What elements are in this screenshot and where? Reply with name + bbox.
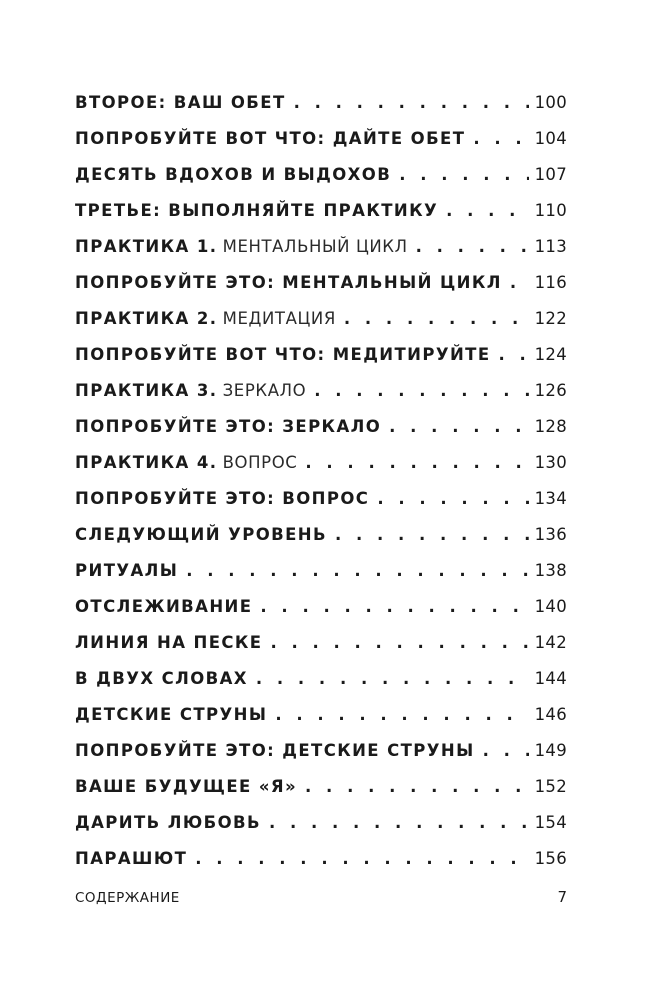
toc-entry-page: 104 [534,129,567,148]
toc-entry-title [75,486,369,512]
toc-entry[interactable] [75,126,567,162]
dot-leader [335,522,529,548]
toc-entry-title [75,846,187,872]
toc-entry-page: 130 [534,453,567,472]
toc-entry-page: 126 [534,381,567,400]
dot-leader [305,450,528,476]
toc-entry[interactable] [75,558,567,594]
toc-entry[interactable] [75,306,567,342]
toc-entry-page: 134 [534,489,567,508]
toc-entry-title [75,702,267,728]
toc-entry-subtitle: ВОПРОС [222,453,298,472]
toc-entry-title [75,90,286,116]
toc-entry-page: 142 [534,633,567,652]
toc-entry-heading: ДЕТСКИЕ СТРУНЫ [75,705,268,724]
dot-leader [256,666,529,692]
toc-entry-heading: ЛИНИЯ НА ПЕСКЕ [75,633,263,652]
toc-entry[interactable] [75,810,567,846]
toc-entry-title [75,558,178,584]
toc-entry-heading: ВАШЕ БУДУЩЕЕ «Я» [75,777,298,796]
toc-entry-heading: ВТОРОЕ: ВАШ ОБЕТ [75,93,286,112]
toc-entry-page: 128 [534,417,567,436]
toc-entry-subtitle: МЕНТАЛЬНЫЙ ЦИКЛ [222,237,408,256]
toc-entry-title [75,126,465,152]
toc-entry-page: 122 [534,309,567,328]
toc-entry[interactable] [75,162,567,198]
toc-entry-heading: ПОПРОБУЙТЕ ЭТО: МЕНТАЛЬНЫЙ ЦИКЛ [75,273,502,292]
dot-leader [260,594,528,620]
toc-entry-heading: ОТСЛЕЖИВАНИЕ [75,597,253,616]
toc-entry[interactable] [75,774,567,810]
toc-entry[interactable] [75,198,567,234]
toc-entry-title [75,378,306,404]
toc-entry-title [75,198,438,224]
toc-entry[interactable] [75,450,567,486]
dot-leader [269,810,529,836]
toc-entry-title [75,666,248,692]
toc-entry-title [75,810,261,836]
dot-leader [314,378,528,404]
toc-entry[interactable] [75,522,567,558]
toc-entry[interactable] [75,90,567,126]
toc-entry[interactable] [75,234,567,270]
toc-entry[interactable] [75,270,567,306]
toc-entry-heading: ДАРИТЬ ЛЮБОВЬ [75,813,261,832]
dot-leader [275,702,528,728]
dot-leader [294,90,529,116]
dot-leader [499,342,529,368]
toc-entry-page: 100 [534,93,567,112]
dot-leader [510,270,529,296]
dot-leader [473,126,528,152]
toc-entry-page: 136 [534,525,567,544]
dot-leader [195,846,528,872]
dot-leader [186,558,528,584]
toc-entry[interactable] [75,414,567,450]
page-footer [75,888,567,906]
toc-entry-page: 107 [534,165,567,184]
toc-entry-page: 113 [534,237,567,256]
toc-entry[interactable] [75,342,567,378]
toc-entry-heading: ПОПРОБУЙТЕ ЭТО: ДЕТСКИЕ СТРУНЫ [75,741,475,760]
toc-entry-heading: В ДВУХ СЛОВАХ [75,669,248,688]
toc-entry-page: 146 [534,705,567,724]
toc-entry-heading: ПРАКТИКА 1. [75,237,218,256]
toc-entry-heading: ТРЕТЬЕ: ВЫПОЛНЯЙТЕ ПРАКТИКУ [75,201,439,220]
toc-entry[interactable] [75,486,567,522]
toc-entry-heading: ПРАКТИКА 2. [75,309,218,328]
toc-entry[interactable] [75,630,567,666]
toc-entry-title [75,306,336,332]
toc-entry[interactable] [75,702,567,738]
table-of-contents [75,90,567,882]
toc-entry[interactable] [75,738,567,774]
toc-entry-page: 156 [534,849,567,868]
toc-entry-heading: ПОПРОБУЙТЕ ЭТО: ЗЕРКАЛО [75,417,382,436]
running-footer-title: СОДЕРЖАНИЕ [75,890,180,906]
toc-entry-title [75,270,502,296]
toc-entry-title [75,630,262,656]
toc-entry-heading: ПРАКТИКА 4. [75,453,218,472]
toc-entry-page: 144 [534,669,567,688]
toc-entry-heading: РИТУАЛЫ [75,561,179,580]
dot-leader [446,198,528,224]
toc-entry-title [75,774,297,800]
toc-entry-title [75,522,327,548]
toc-entry[interactable] [75,666,567,702]
toc-entry-heading: СЛЕДУЮЩИЙ УРОВЕНЬ [75,525,327,544]
toc-entry-page: 152 [534,777,567,796]
toc-entry-title [75,414,381,440]
toc-entry-title [75,738,475,764]
toc-entry[interactable] [75,594,567,630]
dot-leader [416,234,529,260]
toc-entry-page: 110 [534,201,567,220]
toc-entry-page: 116 [534,273,567,292]
toc-entry-heading: ДЕСЯТЬ ВДОХОВ И ВЫДОХОВ [75,165,392,184]
toc-entry-page: 149 [534,741,567,760]
dot-leader [377,486,528,512]
toc-entry[interactable] [75,846,567,882]
dot-leader [305,774,529,800]
dot-leader [399,162,528,188]
page-number: 7 [557,888,567,906]
dot-leader [389,414,528,440]
toc-entry-title [75,162,391,188]
toc-entry-page: 124 [534,345,567,364]
toc-entry-heading: ПРАКТИКА 3. [75,381,218,400]
dot-leader [270,630,528,656]
toc-entry-page: 140 [534,597,567,616]
toc-entry-page: 154 [534,813,567,832]
dot-leader [344,306,529,332]
dot-leader [483,738,529,764]
toc-entry-subtitle: ЗЕРКАЛО [222,381,307,400]
toc-entry-title [75,342,491,368]
toc-entry-title [75,594,252,620]
toc-entry-subtitle: МЕДИТАЦИЯ [222,309,336,328]
toc-entry-heading: ПАРАШЮТ [75,849,188,868]
toc-entry[interactable] [75,378,567,414]
toc-entry-heading: ПОПРОБУЙТЕ ВОТ ЧТО: ДАЙТЕ ОБЕТ [75,129,466,148]
toc-entry-title [75,450,297,476]
toc-entry-page: 138 [534,561,567,580]
toc-entry-heading: ПОПРОБУЙТЕ ЭТО: ВОПРОС [75,489,370,508]
toc-entry-title [75,234,408,260]
toc-entry-heading: ПОПРОБУЙТЕ ВОТ ЧТО: МЕДИТИРУЙТЕ [75,345,491,364]
